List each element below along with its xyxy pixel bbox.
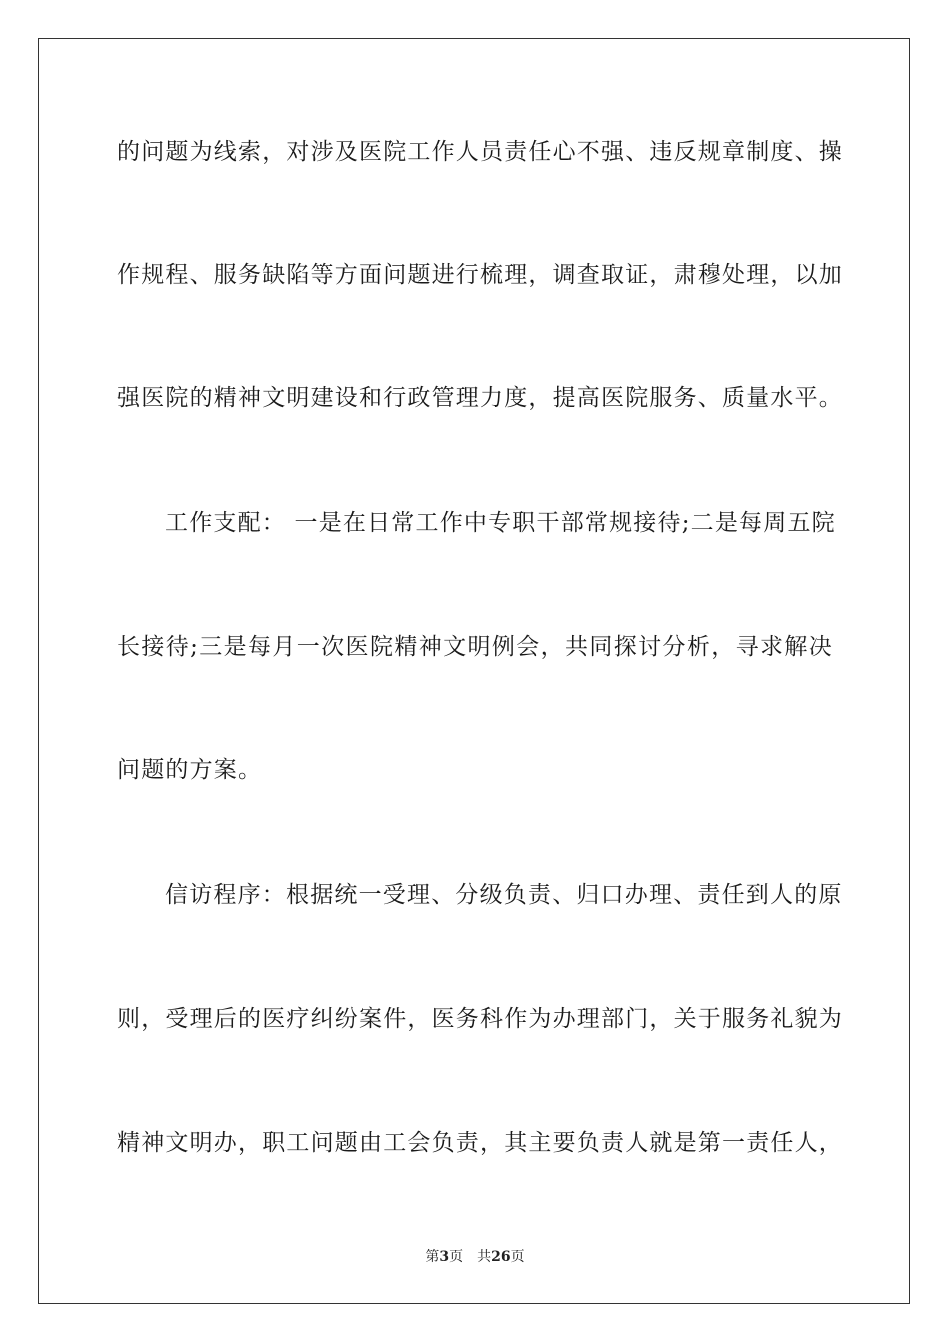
total-label-prefix: 共	[477, 1249, 492, 1265]
body-text-line: 长接待;三是每月一次医院精神文明例会，共同探讨分析，寻求解决	[117, 634, 833, 660]
paragraph-first-line: 信访程序：根据统一受理、分级负责、归口办理、责任到人的原	[165, 882, 843, 908]
page-label-suffix: 页	[449, 1249, 464, 1265]
total-label-suffix: 页	[510, 1249, 525, 1265]
body-text-line: 则，受理后的医疗纠纷案件，医务科作为办理部门，关于服务礼貌为	[117, 1006, 843, 1032]
paragraph-last-line: 问题的方案。	[117, 757, 263, 783]
body-text-line: 精神文明办，职工问题由工会负责，其主要负责人就是第一责任人，	[117, 1130, 843, 1156]
body-text-line: 强医院的精神文明建设和行政管理力度，提高医院服务、质量水平。	[117, 385, 843, 411]
page-footer	[0, 1248, 950, 1266]
body-text-line: 作规程、服务缺陷等方面问题进行梳理，调查取证，肃穆处理，以加	[117, 262, 843, 288]
total-pages-number: 26	[491, 1249, 511, 1265]
page-label-prefix: 第	[425, 1249, 440, 1265]
page-border	[38, 38, 910, 1304]
body-text-line: 的问题为线索，对涉及医院工作人员责任心不强、违反规章制度、操	[117, 139, 843, 165]
current-page-number: 3	[439, 1249, 450, 1265]
paragraph-first-line: 工作支配： 一是在日常工作中专职干部常规接待;二是每周五院	[165, 510, 836, 536]
